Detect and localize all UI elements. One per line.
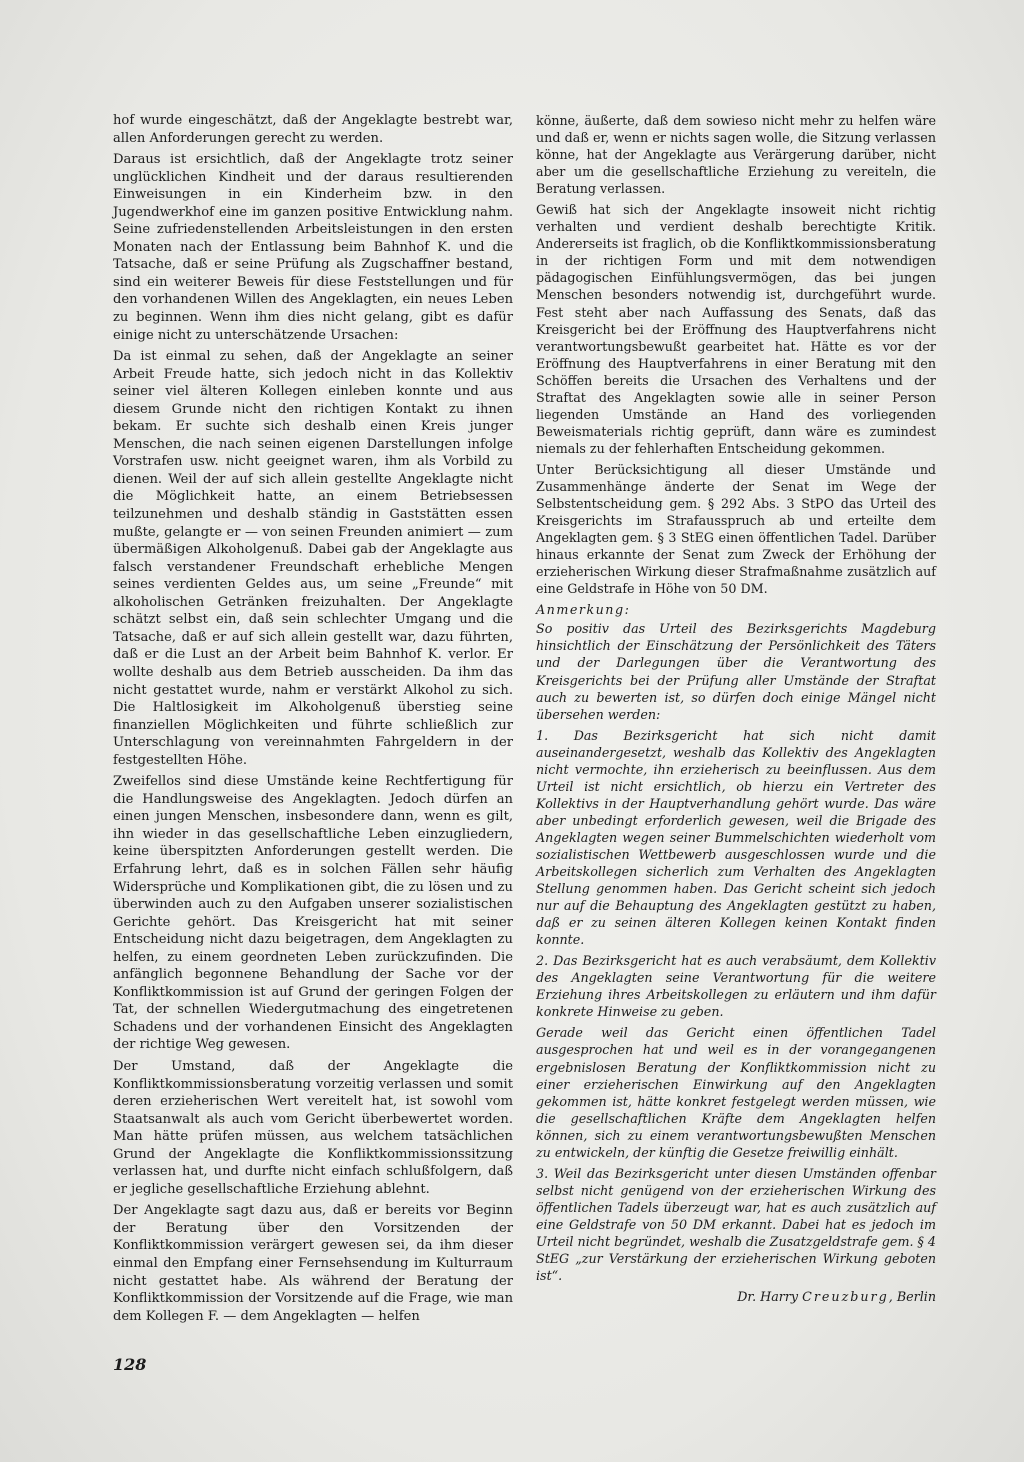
author-prefix: Dr. Harry [737, 1289, 803, 1305]
paragraph: Da ist einmal zu sehen, daß der Angeklagte an seiner Arbeit Freude hatte, sich jedoch nicht in das Kollektiv seiner viel älteren Kollegen einleben konnte und aus diesem Grunde nicht den richtigen Kontakt zu ihnen bekam. Er suchte sich deshalb einen Kreis junger Menschen, die nach seinen eigenen Darstellungen infolge Vorstrafen usw. nicht geeignet waren, ihm als Vorbild zu dienen. Weil der auf sich allein gestellte Angeklagte nicht die Möglichkeit hatte, an einem Betriebsessen teilzunehmen und deshalb ständig in Gaststätten essen mußte, gelangte er — von seinen Freunden animiert — zum übermäßigen Alkoholgenuß. Dabei gab der Angeklagte aus falsch verstandener Freundschaft erhebliche Mengen seines verdienten Geldes aus, um seine „Freunde“ mit alkoholischen Getränken freizuhalten. Der Angeklagte schätzt selbst ein, daß sein schlechter Umgang und die Tatsache, daß er auf sich allein gestellt war, dazu führten, daß er die Lust an der Arbeit beim Bahnhof K. verlor. Er wollte deshalb aus dem Betrieb ausscheiden. Da ihm das nicht gestattet wurde, nahm er verstärkt Alkohol zu sich. Die Haltlosigkeit im Alkoholgenuß überstieg seine finanziellen Möglichkeiten und führte schließlich zur Unterschlagung von vereinnahmten Fahrgeldern in der festgestellten Höhe. [113, 349, 513, 768]
annotation-paragraph: 2. Das Bezirksgericht hat es auch verabsäumt, dem Kollektiv des Angeklagten seine Verantwortung für die weitere Erziehung ihres Arbeitskollegen zu erläutern und ihm dafür konkrete Hinweise zu geben. [536, 953, 936, 1020]
paragraph: Der Angeklagte sagt dazu aus, daß er bereits vor Beginn der Beratung über den Vorsitzenden der Konfliktkommission verärgert gewesen sei, da ihm dieser einmal den Empfang einer Fernsehsendung im Kulturraum nicht gestattet habe. Als während der Beratung der Konfliktkommission der Vorsitzende auf die Frage, wie man dem Kollegen F. — dem Angeklagten — helfen [113, 1203, 513, 1324]
annotation-paragraph: 3. Weil das Bezirksgericht unter diesen Umständen offenbar selbst nicht genügend von der erzieherischen Wirkung des öffentlichen Tadels überzeugt war, hat es auch zusätzlich auf eine Geldstrafe von 50 DM erkannt. Dabei hat es jedoch im Urteil nicht begründet, weshalb die Zusatzgeldstrafe gem. § 4 StEG „zur Verstärkung der erzieherischen Wirkung geboten ist“. [536, 1165, 936, 1284]
paragraph: hof wurde eingeschätzt, daß der Angeklagte bestrebt war, allen Anforderungen gerecht zu werden. [113, 113, 513, 146]
left-column [113, 112, 513, 1329]
paragraph: Der Umstand, daß der Angeklagte die Konfliktkommissionsberatung vorzeitig verlassen und somit deren erzieherischen Wert vereitelt hat, ist sowohl vom Staatsanwalt als auch vom Gericht überbewertet worden. Man hätte prüfen müssen, aus welchem tatsächlichen Grund der Angeklagte die Konfliktkommissionssitzung verlassen hat, und durfte nicht einfach schlußfolgern, daß er jegliche gesellschaftliche Erziehung ablehnt. [113, 1058, 513, 1197]
paragraph: Gewiß hat sich der Angeklagte insoweit nicht richtig verhalten und verdient deshalb berechtigte Kritik. Andererseits ist fraglich, ob die Konfliktkommissionsberatung in der richtigen Form und mit dem notwendigen pädagogischen Einfühlungsvermögen, das bei jungen Menschen besonders notwendig ist, durchgeführt wurde. Fest steht aber nach Auffassung des Senats, daß das Kreisgericht bei der Eröffnung des Hauptverfahrens nicht verantwortungsbewußt gearbeitet hat. Hätte es vor der Eröffnung des Hauptverfahrens in einer Beratung mit den Schöffen bereits die Ursachen des Verhaltens und der Straftat des Angeklagten sowie alle in seiner Person liegenden Umstände an Hand des vorliegenden Beweismaterials richtig geprüft, dann wäre es zumindest niemals zu der fehlerhaften Entscheidung gekommen. [536, 202, 936, 456]
author-location: , Berlin [888, 1289, 936, 1305]
page-number: 128 [113, 1355, 147, 1374]
annotation-paragraph: So positiv das Urteil des Bezirksgerichts Magdeburg hinsichtlich der Einschätzung der Persönlichkeit des Täters und der Darlegungen über die Verantwortung des Kreisgerichts bei der Prüfung aller Umstände der Straftat auch zu bewerten ist, so dürfen doch einige Mängel nicht übersehen werden: [536, 621, 936, 722]
paragraph: könne, äußerte, daß dem sowieso nicht mehr zu helfen wäre und daß er, wenn er nichts sagen wolle, die Sitzung verlassen könne, hat der Angeklagte aus Verärgerung darüber, nicht aber um die gesellschaftliche Erziehung zu vereiteln, die Beratung verlassen. [536, 113, 936, 197]
annotation-heading: Anmerkung: [536, 602, 631, 618]
annotation-paragraph: 1. Das Bezirksgericht hat sich nicht damit auseinandergesetzt, weshalb das Kollektiv des Angeklagten nicht vermochte, ihn erzieherisch zu beeinflussen. Aus dem Urteil ist nicht ersichtlich, ob hierzu ein Vertreter des Kollektivs in der Hauptverhandlung gehört wurde. Das wäre aber unbedingt erforderlich gewesen, weil die Brigade des Angeklagten wegen seiner Bummelschichten wiederholt vom sozialistischen Wettbewerb ausgeschlossen wurde und die Arbeitskollegen sicherlich zum Verhalten des Angeklagten Stellung genommen haben. Das Gericht scheint sich jedoch nur auf die Behauptung des Angeklagten gestützt zu haben, daß er zu seinen älteren Kollegen keinen Kontakt finden konnte. [536, 727, 936, 948]
paragraph: Zweifellos sind diese Umstände keine Rechtfertigung für die Handlungsweise des Angeklagten. Jedoch dürfen an einen jungen Menschen, insbesondere dann, wenn es gilt, ihn wieder in das gesellschaftliche Leben einzugliedern, keine überspitzten Anforderungen gestellt werden. Die Erfahrung lehrt, daß es in solchen Fällen sehr häufig Widersprüche und Komplikationen gibt, die zu lösen und zu überwinden auch zu den Aufgaben unserer sozialistischen Gerichte gehört. Das Kreisgericht hat mit seiner Entscheidung nicht dazu beigetragen, dem Angeklagten zu helfen, zu einem geordneten Leben zurückzufinden. Die anfänglich begonnene Behandlung der Sache vor der Konfliktkommission ist auf Grund der geringen Folgen der Tat, der schnellen Wiedergutmachung des eingetretenen Schadens und der vorhandenen Einsicht des Angeklagten der richtige Weg gewesen. [113, 774, 513, 1053]
author-signature [536, 1288, 936, 1305]
paragraph: Unter Berücksichtigung all dieser Umstände und Zusammenhänge änderte der Senat im Wege der Selbstentscheidung gem. § 292 Abs. 3 StPO das Urteil des Kreisgerichts im Strafausspruch ab und erteilte dem Angeklagten gem. § 3 StEG einen öffentlichen Tadel. Darüber hinaus erkannte der Senat zum Zweck der Erhöhung der erzieherischen Wirkung dieser Strafmaßnahme zusätzlich auf eine Geldstrafe in Höhe von 50 DM. [536, 461, 936, 597]
paragraph: Daraus ist ersichtlich, daß der Angeklagte trotz seiner unglücklichen Kindheit und der daraus resultierenden Einweisungen in ein Kinderheim bzw. in den Jugendwerkhof eine im ganzen positive Entwicklung nahm. Seine zufriedenstellenden Arbeitsleistungen in den ersten Monaten nach der Entlassung beim Bahnhof K. und die Tatsache, daß er seine Prüfung als Zugschaffner bestand, sind ein weiterer Beweis für diese Feststellungen und für den vorhandenen Willen des Angeklagten, ein neues Leben zu beginnen. Wenn ihm dies nicht gelang, gibt es dafür einige nicht zu unterschätzende Ursachen: [113, 152, 513, 343]
annotation-paragraph: Gerade weil das Gericht einen öffentlichen Tadel ausgesprochen hat und weil es in der vorangegangenen ergebnislosen Beratung der Konfliktkommission nicht zu einer erzieherischen Einwirkung auf den Angeklagten gekommen ist, hätte konkret festgelegt werden müssen, wie die gesellschaftlichen Kräfte dem Angeklagten helfen können, sich zu einem verantwortungsbewußten Menschen zu entwickeln, der künftig die Gesetze freiwillig einhält. [536, 1025, 936, 1160]
author-name: Creuzburg [802, 1289, 889, 1305]
right-column [536, 112, 936, 1305]
